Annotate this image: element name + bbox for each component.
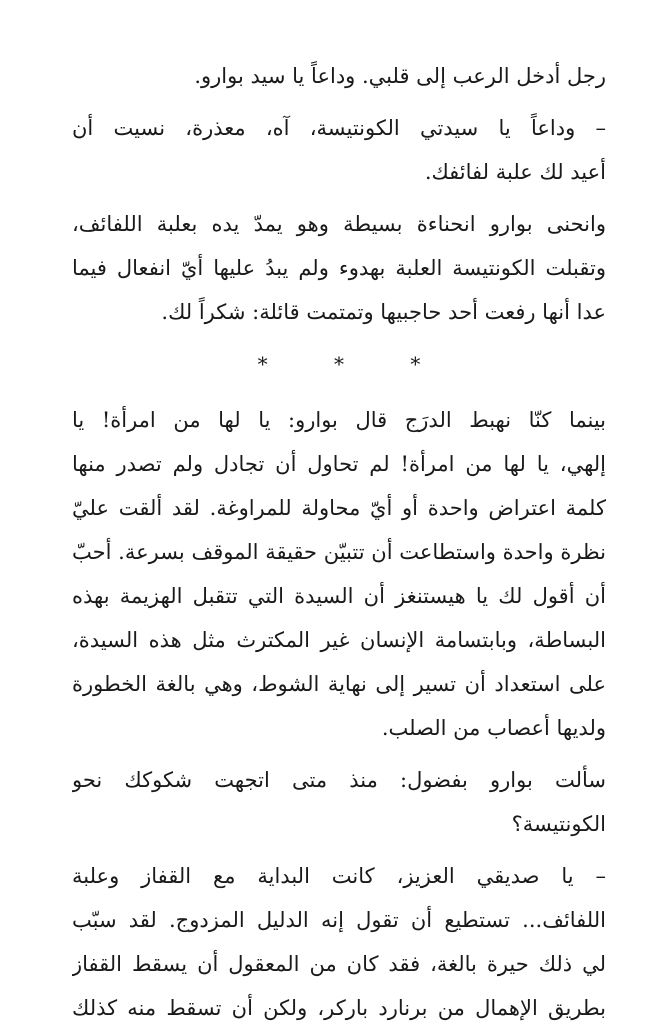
paragraph-3 xyxy=(72,202,606,334)
text-line: وتقبلت الكونتيسة العلبة بهدوء ولم يبدُ عليها أيّ انفعال فيما xyxy=(72,256,606,280)
text-line: اللفائف... تستطيع أن تقول إنه الدليل المزدوج. لقد سبّب xyxy=(72,908,606,932)
text-line: – يا صديقي العزيز، كانت البداية مع القفاز وعلبة xyxy=(72,864,606,888)
paragraph-4 xyxy=(72,398,606,750)
text-line: بينما كنّا نهبط الدرَج قال بوارو: يا لها من امرأة! يا xyxy=(72,408,606,432)
paragraph-6 xyxy=(72,854,606,1030)
text-line: لي ذلك حيرة بالغة، فقد كان من المعقول أن يسقط القفاز xyxy=(72,952,606,976)
text-line: ولديها أعصاب من الصلب. xyxy=(381,716,606,740)
text-line: بطريق الإهمال من برنارد باركر، ولكن أن تسقط منه كذلك xyxy=(72,996,606,1020)
paragraph-2 xyxy=(72,106,606,194)
text-line: الكونتيسة؟ xyxy=(511,812,606,836)
text-line: رجل أدخل الرعب إلى قلبي. وداعاً يا سيد بوارو. xyxy=(194,64,606,88)
paragraph-5 xyxy=(72,758,606,846)
text-line: البساطة، وبابتسامة الإنسان غير المكترث مثل هذه السيدة، xyxy=(72,628,606,652)
text-line: أن أقول لك يا هيستنغز أن السيدة التي تتقبل الهزيمة بهذه xyxy=(72,584,606,608)
book-page xyxy=(72,54,606,1020)
text-line: عدا أنها رفعت أحد حاجبيها وتمتمت قائلة: شكراً لك. xyxy=(161,300,606,324)
text-line: وانحنى بوارو انحناءة بسيطة وهو يمدّ يده بعلبة اللفائف، xyxy=(72,212,606,236)
text-line: سألت بوارو بفضول: منذ متى اتجهت شكوكك نحو xyxy=(72,768,606,792)
text-line: نظرة واحدة واستطاعت أن تتبيّن حقيقة الموقف بسرعة. أحبّ xyxy=(72,540,606,564)
text-line: أعيد لك علبة لفائفك. xyxy=(424,160,606,184)
text-line: إلهي، يا لها من امرأة! لم تحاول أن تجادل ولم تصدر منها xyxy=(72,452,606,476)
paragraph-1 xyxy=(72,54,606,98)
section-separator: * * * xyxy=(257,352,451,376)
text-line: كلمة اعتراض واحدة أو أيّ محاولة للمراوغة. لقد ألقت عليّ xyxy=(72,496,606,520)
text-line: على استعداد أن تسير إلى نهاية الشوط، وهي بالغة الخطورة xyxy=(72,672,606,696)
text-line: – وداعاً يا سيدتي الكونتيسة، آه، معذرة، نسيت أن xyxy=(72,116,606,140)
